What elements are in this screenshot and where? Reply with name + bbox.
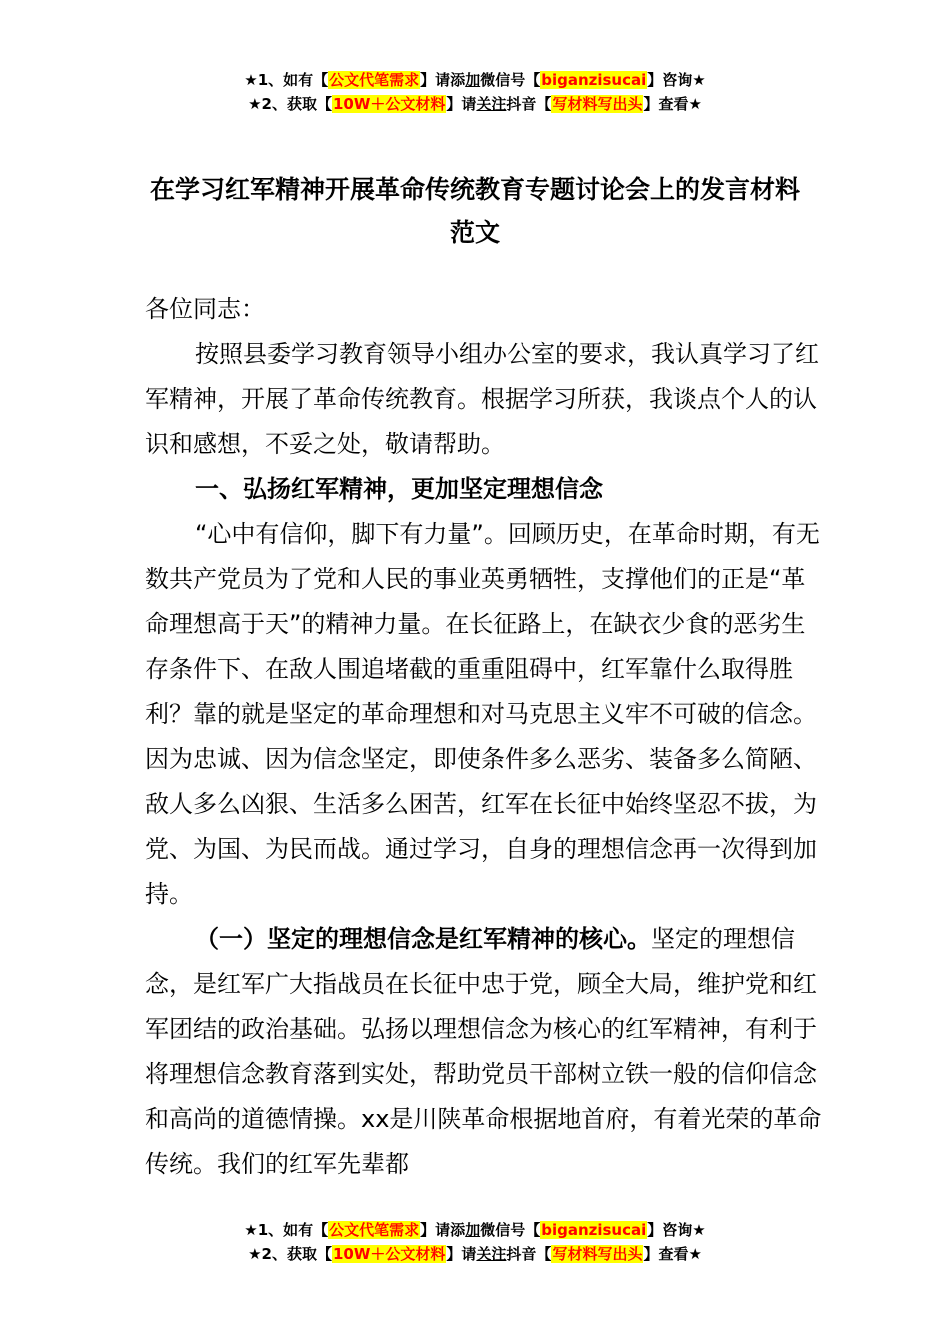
top-banner (0, 68, 950, 116)
banner-text: 】咨询★ (647, 71, 706, 89)
banner-text: 】查看★ (643, 1245, 702, 1263)
banner-text: 】查看★ (643, 95, 702, 113)
intro-paragraph: 按照县委学习教育领导小组办公室的要求，我认真学习了红军精神，开展了革命传统教育。根据学习所获，我谈点个人的认识和感想，不妥之处，敬请帮助。 (145, 340, 819, 458)
banner-underlined-text: 关注 (476, 95, 507, 113)
banner-text: 】请添 (420, 1221, 466, 1239)
subsection-text: 坚定的理想信念，是红军广大指战员在长征中忠于党，顾全大局，维护党和红军团结的政治基础。弘扬以理想信念为核心的红军精神，有利于将理想信念教育落到实处，帮助党员干部树立铁一般的信仰信念和高尚的道德情操。xx是川陕革命根据地首府，有着光荣的革命传统。我们的红军先辈都 (145, 925, 822, 1178)
bottom-banner (0, 1218, 950, 1266)
banner-highlight: 10W＋公文材料 (332, 95, 446, 113)
banner-text: 抖音【 (506, 1245, 552, 1263)
banner-highlight: 10W＋公文材料 (332, 1245, 446, 1263)
banner-text: 】请添 (420, 71, 466, 89)
banner-underlined-text: 加 (465, 71, 481, 89)
banner-text: 】请 (446, 95, 477, 113)
section-paragraph: “心中有信仰，脚下有力量”。回顾历史，在革命时期，有无数共产党员为了党和人民的事业英勇牺牲，支撑他们的正是“革命理想高于天”的精神力量。在长征路上，在缺衣少食的恶劣生存条件下、在敌人围追堵截的重重阻碍中，红军靠什么取得胜利？靠的就是坚定的革命理想和对马克思主义牢不可破的信念。因为忠诚、因为信念坚定，即使条件多么恶劣、装备多么简陋、敌人多么凶狠、生活多么困苦，红军在长征中始终坚忍不拔，为党、为国、为民而战。通过学习，自身的理想信念再一次得到加持。 (145, 520, 820, 908)
banner-line-2 (0, 92, 950, 116)
banner-line-1 (0, 1218, 950, 1242)
banner-highlight: 写材料写出头 (552, 95, 643, 113)
section-heading: 一、弘扬红军精神，更加坚定理想信念 (195, 475, 603, 503)
banner-text: 微信号【 (480, 1221, 541, 1239)
banner-highlight: 公文代笔需求 (329, 71, 420, 89)
banner-text: 抖音【 (506, 95, 552, 113)
banner-highlight: biganzisucai (541, 71, 647, 89)
banner-highlight: biganzisucai (541, 1221, 647, 1239)
banner-text: ★2、获取【 (248, 1245, 332, 1263)
banner-text: 】请 (446, 1245, 477, 1263)
banner-line-2 (0, 1242, 950, 1266)
banner-text: ★1、如有【 (244, 71, 329, 89)
subsection-lead: （一）坚定的理想信念是红军精神的核心。 (195, 925, 651, 953)
banner-highlight: 公文代笔需求 (329, 1221, 420, 1239)
subsection-paragraph (145, 917, 825, 1187)
banner-highlight: 写材料写出头 (552, 1245, 643, 1263)
document-title: 在学习红军精神开展革命传统教育专题讨论会上的发言材料范文 (149, 175, 800, 247)
banner-underlined-text: 关注 (476, 1245, 507, 1263)
document-body (145, 287, 825, 1187)
banner-text: ★1、如有【 (244, 1221, 329, 1239)
banner-text: 】咨询★ (647, 1221, 706, 1239)
banner-text: ★2、获取【 (248, 95, 332, 113)
banner-underlined-text: 加 (465, 1221, 481, 1239)
greeting: 各位同志： (145, 295, 265, 323)
banner-line-1 (0, 68, 950, 92)
banner-text: 微信号【 (480, 71, 541, 89)
